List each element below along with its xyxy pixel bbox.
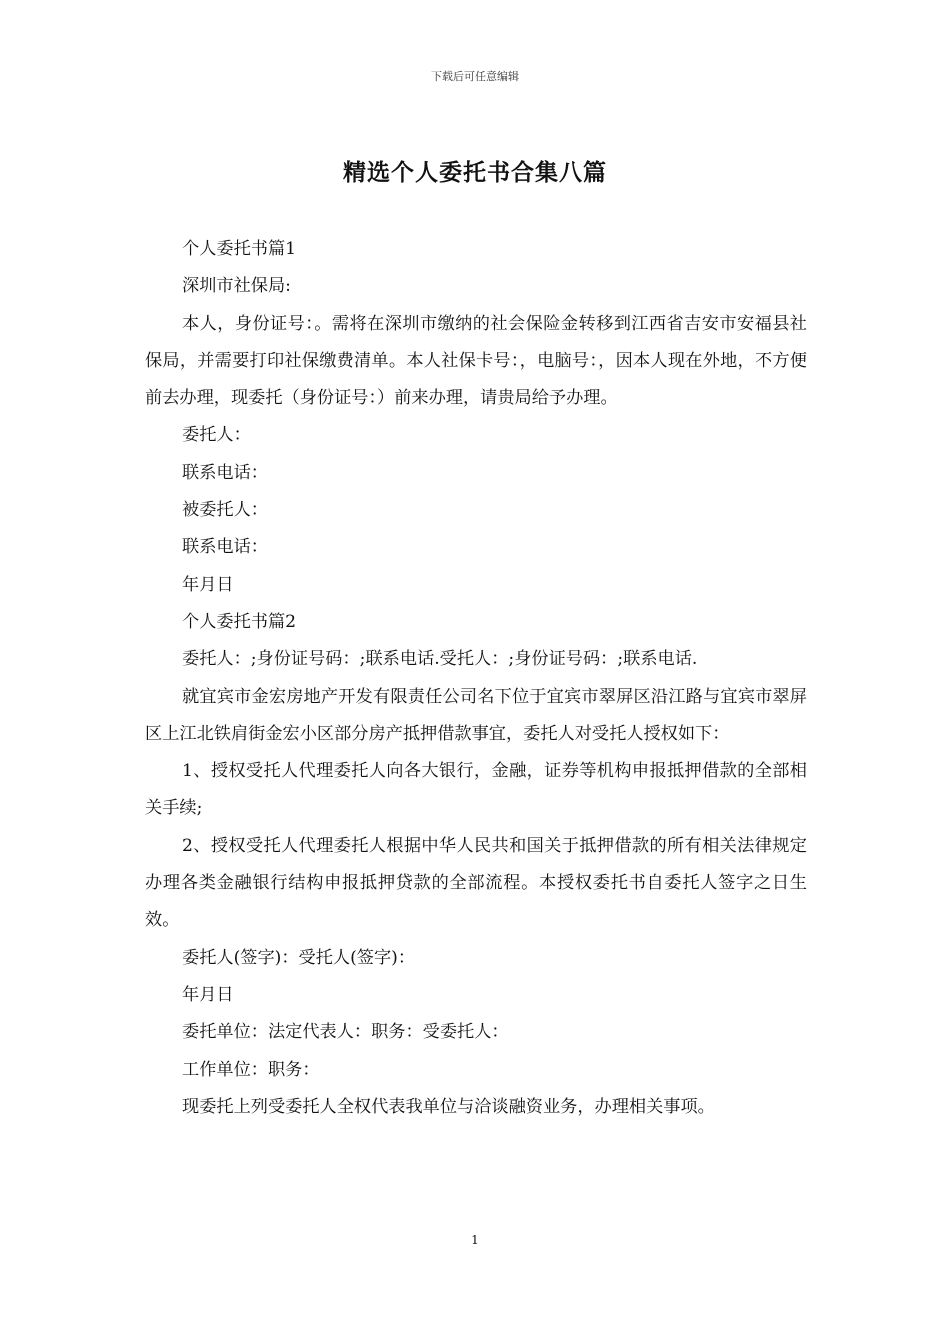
body-paragraph: 本人，身份证号：。需将在深圳市缴纳的社会保险金转移到江西省吉安市安福县社保局，并需要打印社保缴费清单。本人社保卡号：，电脑号：，因本人现在外地，不方便前去办理，现委托（身份证号：）前来办理，请贵局给予办理。 — [145, 313, 807, 409]
entrusting-unit-line: 委托单位：法定代表人：职务：受委托人： — [182, 1022, 509, 1043]
section-heading-2: 个人委托书篇2 — [182, 611, 297, 632]
addressee: 深圳市社保局: — [182, 276, 291, 297]
document-body — [145, 231, 807, 1126]
date-field: 年月日 — [182, 574, 234, 595]
parties-line: 委托人：;身份证号码：;联系电话.受托人：;身份证号码：;联系电话. — [182, 649, 698, 670]
work-unit-line: 工作单位：职务： — [182, 1059, 320, 1080]
body-paragraph: 就宜宾市金宏房地产开发有限责任公司名下位于宜宾市翠屏区沿江路与宜宾市翠屏区上江北铁肩街金宏小区部分房产抵押借款事宜，委托人对受托人授权如下： — [145, 686, 807, 744]
section-heading-1: 个人委托书篇1 — [182, 239, 297, 259]
authorization-item-1: 1、授权受托人代理委托人向各大银行，金融，证券等机构申报抵押借款的全部相关手续; — [145, 761, 807, 819]
page-header-note: 下载后可任意编辑 — [431, 70, 519, 83]
page-number: 1 — [471, 1233, 479, 1247]
agent-field: 被委托人： — [182, 500, 268, 521]
date-field: 年月日 — [182, 984, 234, 1005]
authorization-item-2: 2、授权受托人代理委托人根据中华人民共和国关于抵押借款的所有相关法律规定办理各类金融银行结构申报抵押贷款的全部流程。本授权委托书自委托人签字之日生效。 — [145, 835, 807, 931]
principal-field: 委托人： — [182, 425, 251, 446]
phone-field: 联系电话： — [182, 537, 268, 558]
signature-line: 委托人(签字)：受托人(签字)： — [182, 947, 416, 968]
document-title: 精选个人委托书合集八篇 — [343, 160, 607, 186]
body-paragraph: 现委托上列受委托人全权代表我单位与洽谈融资业务，办理相关事项。 — [182, 1096, 715, 1117]
phone-field: 联系电话： — [182, 462, 268, 483]
